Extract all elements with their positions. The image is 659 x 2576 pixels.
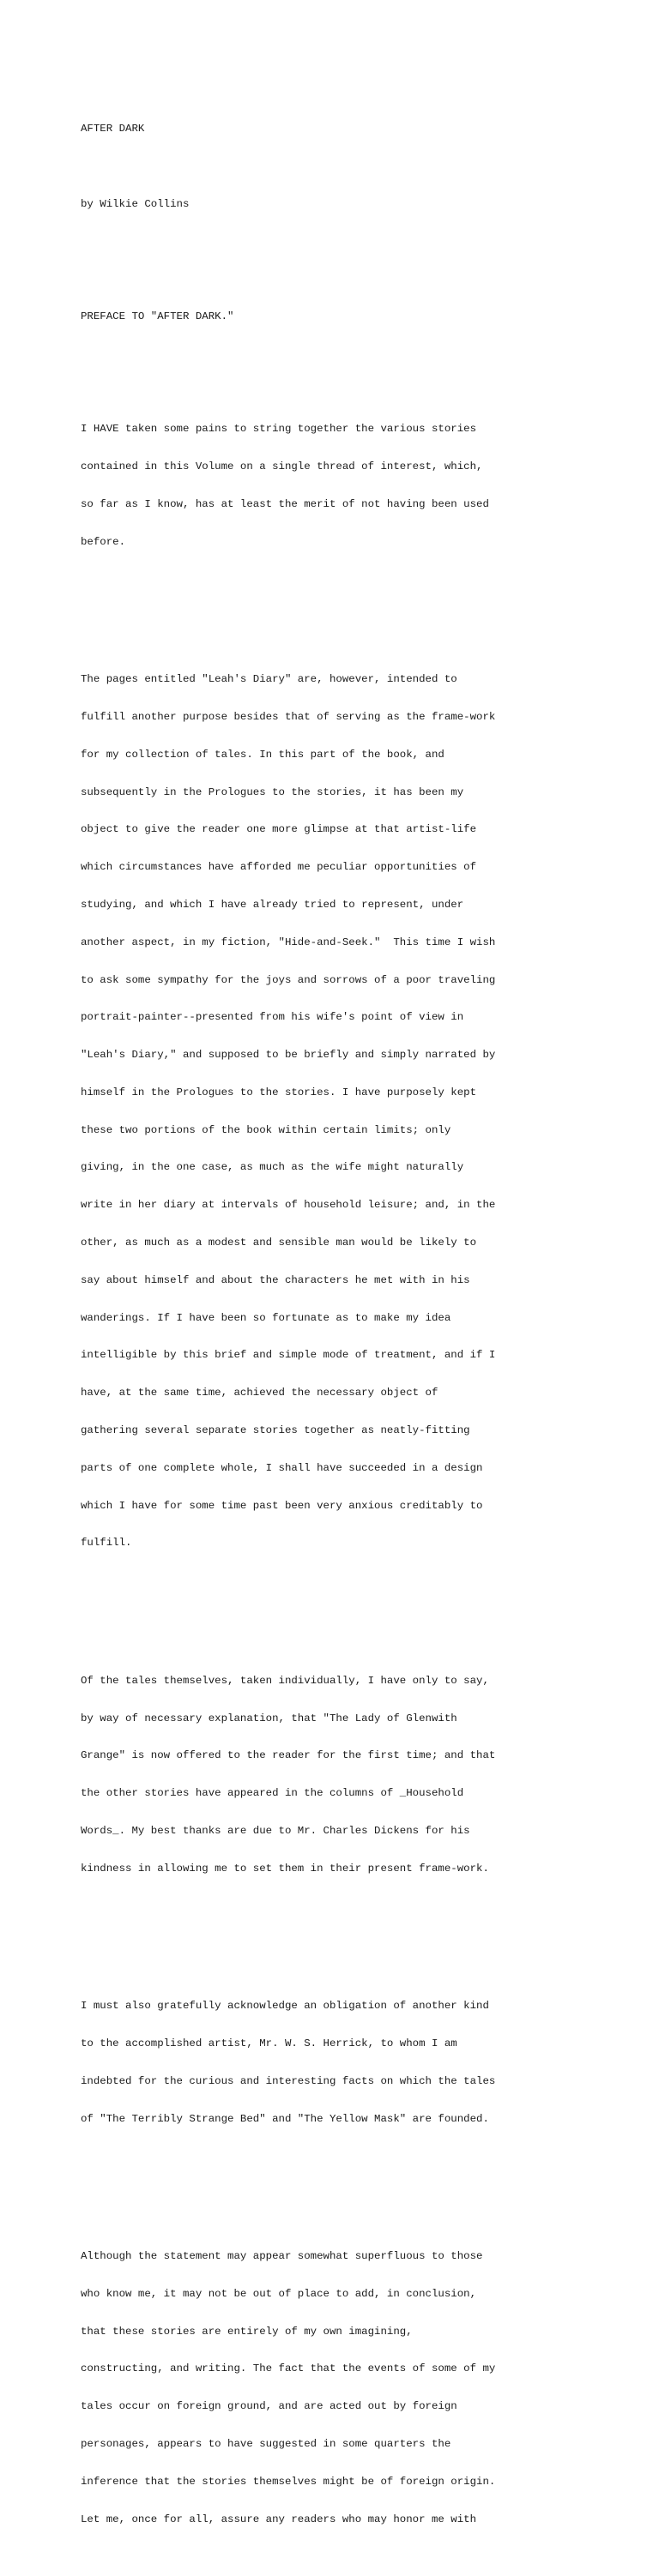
text-line: subsequently in the Prologues to the stories, it has been my xyxy=(81,785,464,798)
spacer xyxy=(81,348,630,361)
text-line: personages, appears to have suggested in some quarters the xyxy=(81,2438,451,2451)
text-line: studying, and which I have already tried to represent, under xyxy=(81,899,464,912)
text-line: Although the statement may appear somewhat superfluous to those xyxy=(81,2250,483,2263)
text-line: object to give the reader one more glimpse at that artist-life xyxy=(81,823,477,836)
text-line: inference that the stories themselves might be of foreign origin. xyxy=(81,2475,496,2488)
text-line: the other stories have appeared in the columns of _Household xyxy=(81,1787,464,1800)
text-line: contained in this Volume on a single thread of interest, which, xyxy=(81,460,483,473)
document-text xyxy=(81,98,630,2576)
text-line: I must also gratefully acknowledge an obligation of another kind xyxy=(81,2000,489,2013)
text-line: write in her diary at intervals of household leisure; and, in the xyxy=(81,1199,496,1212)
spacer xyxy=(81,160,630,173)
paragraph-5 xyxy=(81,2225,630,2550)
paragraph-1 xyxy=(81,398,630,573)
text-line: portrait-painter--presented from his wife's point of view in xyxy=(81,1011,464,1024)
text-line: Of the tales themselves, taken individually, I have only to say, xyxy=(81,1674,489,1687)
text-line: intelligible by this brief and simple mode of treatment, and if I xyxy=(81,1349,496,1362)
text-line: parts of one complete whole, I shall have succeeded in a design xyxy=(81,1461,483,1474)
text-line: wanderings. If I have been so fortunate as to make my idea xyxy=(81,1311,451,1324)
text-line: fulfill. xyxy=(81,1537,132,1550)
text-line: another aspect, in my fiction, "Hide-and-Seek." This time I wish xyxy=(81,936,496,948)
text-line: Grange" is now offered to the reader for the first time; and that xyxy=(81,1749,496,1762)
spacer xyxy=(81,236,630,286)
document-title: AFTER DARK xyxy=(81,123,145,135)
text-line: of "The Terribly Strange Bed" and "The Yellow Mask" are founded. xyxy=(81,2112,489,2125)
preface-heading: PREFACE TO "AFTER DARK." xyxy=(81,310,234,323)
text-line: Words_. My best thanks are due to Mr. Charles Dickens for his xyxy=(81,1824,470,1837)
text-line: to the accomplished artist, Mr. W. S. Herrick, to whom I am xyxy=(81,2037,457,2050)
text-line: these two portions of the book within certain limits; only xyxy=(81,1123,451,1136)
text-line: that these stories are entirely of my own imagining, xyxy=(81,2325,413,2338)
text-line: kindness in allowing me to set them in their present frame-work. xyxy=(81,1862,489,1875)
text-line: which circumstances have afforded me peculiar opportunities of xyxy=(81,861,477,874)
text-line: I HAVE taken some pains to string together the various stories xyxy=(81,423,477,436)
text-line: constructing, and writing. The fact that the events of some of my xyxy=(81,2362,496,2375)
document-author: by Wilkie Collins xyxy=(81,197,190,210)
text-line: giving, in the one case, as much as the wife might naturally xyxy=(81,1161,464,1174)
text-line: fulfill another purpose besides that of serving as the frame-work xyxy=(81,711,496,724)
text-line: for my collection of tales. In this part of the book, and xyxy=(81,748,444,761)
text-line: before. xyxy=(81,535,126,548)
text-line: have, at the same time, achieved the necessary object of xyxy=(81,1387,438,1399)
text-line: "Leah's Diary," and supposed to be briefly and simply narrated by xyxy=(81,1049,496,1062)
text-line: by way of necessary explanation, that "The Lady of Glenwith xyxy=(81,1712,457,1724)
paragraph-4 xyxy=(81,1975,630,2150)
text-line: say about himself and about the characters he met with in his xyxy=(81,1273,470,1286)
paragraph-3 xyxy=(81,1650,630,1900)
text-line: so far as I know, has at least the merit of not having been used xyxy=(81,498,489,511)
text-line: who know me, it may not be out of place to add, in conclusion, xyxy=(81,2287,477,2300)
text-line: indebted for the curious and interesting facts on which the tales xyxy=(81,2074,496,2087)
text-line: to ask some sympathy for the joys and sorrows of a poor traveling xyxy=(81,973,496,986)
paragraph-2 xyxy=(81,648,630,1574)
spacer xyxy=(81,2176,630,2188)
spacer xyxy=(81,1599,630,1612)
spacer xyxy=(81,599,630,611)
text-line: which I have for some time past been very anxious creditably to xyxy=(81,1499,483,1512)
text-line: himself in the Prologues to the stories. I have purposely kept xyxy=(81,1086,477,1098)
text-line: tales occur on foreign ground, and are acted out by foreign xyxy=(81,2400,457,2413)
text-line: other, as much as a modest and sensible man would be likely to xyxy=(81,1237,477,1249)
text-line: Let me, once for all, assure any readers who may honor me with xyxy=(81,2513,477,2525)
spacer xyxy=(81,1925,630,1938)
text-line: The pages entitled "Leah's Diary" are, however, intended to xyxy=(81,673,457,686)
text-line: gathering several separate stories together as neatly-fitting xyxy=(81,1423,470,1436)
